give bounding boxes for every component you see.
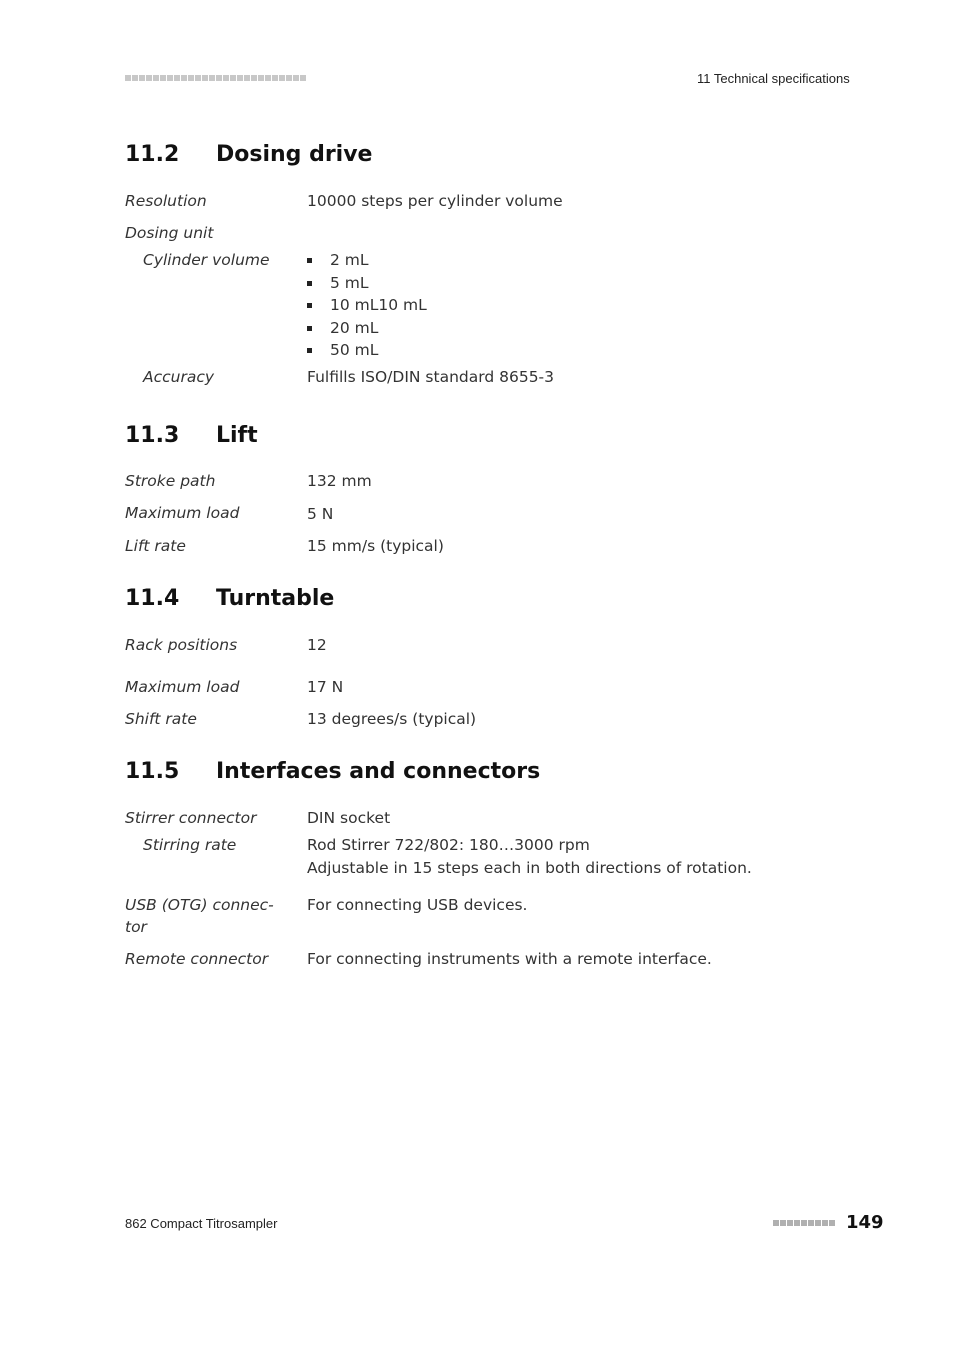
- shift-rate-label: Shift rate: [125, 710, 197, 728]
- footer-product-name: 862 Compact Titrosampler: [125, 1216, 278, 1231]
- list-item: 5 mL: [307, 272, 427, 295]
- decoration-square: [286, 75, 292, 81]
- decoration-square: [822, 1220, 828, 1226]
- decoration-square: [188, 75, 194, 81]
- decoration-square: [780, 1220, 786, 1226]
- decoration-square: [773, 1220, 779, 1226]
- decoration-square: [167, 75, 173, 81]
- section-title: Dosing drive: [216, 142, 373, 167]
- remote-connector-label: Remote connector: [125, 950, 269, 968]
- stirring-rate-label: Stirring rate: [143, 836, 237, 854]
- stirrer-connector-value: DIN socket: [307, 809, 391, 827]
- cylinder-volume-list: [307, 249, 427, 362]
- section-heading-dosing-drive: [125, 142, 372, 167]
- bullet-icon: [307, 281, 312, 286]
- decoration-square: [132, 75, 138, 81]
- section-number: 11.5: [125, 759, 180, 784]
- section-number: 11.4: [125, 586, 180, 611]
- decoration-square: [216, 75, 222, 81]
- section-number: 11.2: [125, 142, 180, 167]
- decoration-square: [125, 75, 131, 81]
- section-title: Interfaces and connectors: [216, 759, 541, 784]
- bullet-icon: [307, 258, 312, 263]
- section-number: 11.3: [125, 423, 180, 448]
- bullet-icon: [307, 303, 312, 308]
- list-item: 10 mL10 mL: [307, 294, 427, 317]
- cylinder-volume-label: Cylinder volume: [143, 251, 270, 269]
- resolution-value: 10000 steps per cylinder volume: [307, 192, 563, 210]
- decoration-square: [300, 75, 306, 81]
- section-heading-turntable: [125, 586, 334, 611]
- decoration-square: [272, 75, 278, 81]
- stirrer-connector-label: Stirrer connector: [125, 809, 257, 827]
- list-item: 50 mL: [307, 339, 427, 362]
- decoration-square: [146, 75, 152, 81]
- decoration-square: [829, 1220, 835, 1226]
- decoration-square: [265, 75, 271, 81]
- shift-rate-value: 13 degrees/s (typical): [307, 710, 477, 728]
- decoration-square: [174, 75, 180, 81]
- section-heading-interfaces: [125, 759, 540, 784]
- accuracy-label: Accuracy: [143, 368, 215, 386]
- decoration-square: [153, 75, 159, 81]
- decoration-square: [160, 75, 166, 81]
- decoration-square: [279, 75, 285, 81]
- stroke-path-label: Stroke path: [125, 472, 216, 490]
- decoration-square: [794, 1220, 800, 1226]
- decoration-square: [230, 75, 236, 81]
- decoration-square: [223, 75, 229, 81]
- decoration-square: [202, 75, 208, 81]
- decoration-square: [181, 75, 187, 81]
- decoration-square: [237, 75, 243, 81]
- accuracy-value: Fulfills ISO/DIN standard 8655-3: [307, 368, 555, 386]
- footer-decoration: [773, 1220, 835, 1226]
- list-item: 2 mL: [307, 249, 427, 272]
- decoration-square: [293, 75, 299, 81]
- rack-positions-label: Rack positions: [125, 636, 238, 654]
- decoration-square: [195, 75, 201, 81]
- decoration-square: [244, 75, 250, 81]
- header-chapter: 11 Technical specifications: [697, 71, 850, 86]
- decoration-square: [209, 75, 215, 81]
- remote-connector-value: For connecting instruments with a remote interface.: [307, 950, 712, 968]
- header-decoration: [125, 75, 306, 81]
- usb-connector-value: For connecting USB devices.: [307, 896, 528, 914]
- decoration-square: [251, 75, 257, 81]
- decoration-square: [139, 75, 145, 81]
- stirring-rate-value-line1: Rod Stirrer 722/802: 180…3000 rpm: [307, 836, 590, 854]
- decoration-square: [801, 1220, 807, 1226]
- lift-max-load-label: Maximum load: [125, 504, 240, 522]
- stirring-rate-value-line2: Adjustable in 15 steps each in both directions of rotation.: [307, 859, 752, 877]
- resolution-label: Resolution: [125, 192, 207, 210]
- turntable-max-load-value: 17 N: [307, 678, 344, 696]
- bullet-icon: [307, 326, 312, 331]
- list-item: 20 mL: [307, 317, 427, 340]
- lift-max-load-value: 5 N: [307, 505, 334, 523]
- bullet-icon: [307, 348, 312, 353]
- section-title: Turntable: [216, 586, 335, 611]
- usb-connector-label-line1: USB (OTG) connec-: [125, 896, 274, 914]
- page-number: 149: [846, 1212, 884, 1233]
- rack-positions-value: 12: [307, 636, 327, 654]
- usb-connector-label-line2: tor: [125, 918, 147, 936]
- dosing-unit-label: Dosing unit: [125, 224, 214, 242]
- decoration-square: [808, 1220, 814, 1226]
- section-heading-lift: [125, 423, 258, 448]
- stroke-path-value: 132 mm: [307, 472, 372, 490]
- section-title: Lift: [216, 423, 258, 448]
- decoration-square: [787, 1220, 793, 1226]
- lift-rate-value: 15 mm/s (typical): [307, 537, 444, 555]
- turntable-max-load-label: Maximum load: [125, 678, 240, 696]
- lift-rate-label: Lift rate: [125, 537, 186, 555]
- decoration-square: [258, 75, 264, 81]
- decoration-square: [815, 1220, 821, 1226]
